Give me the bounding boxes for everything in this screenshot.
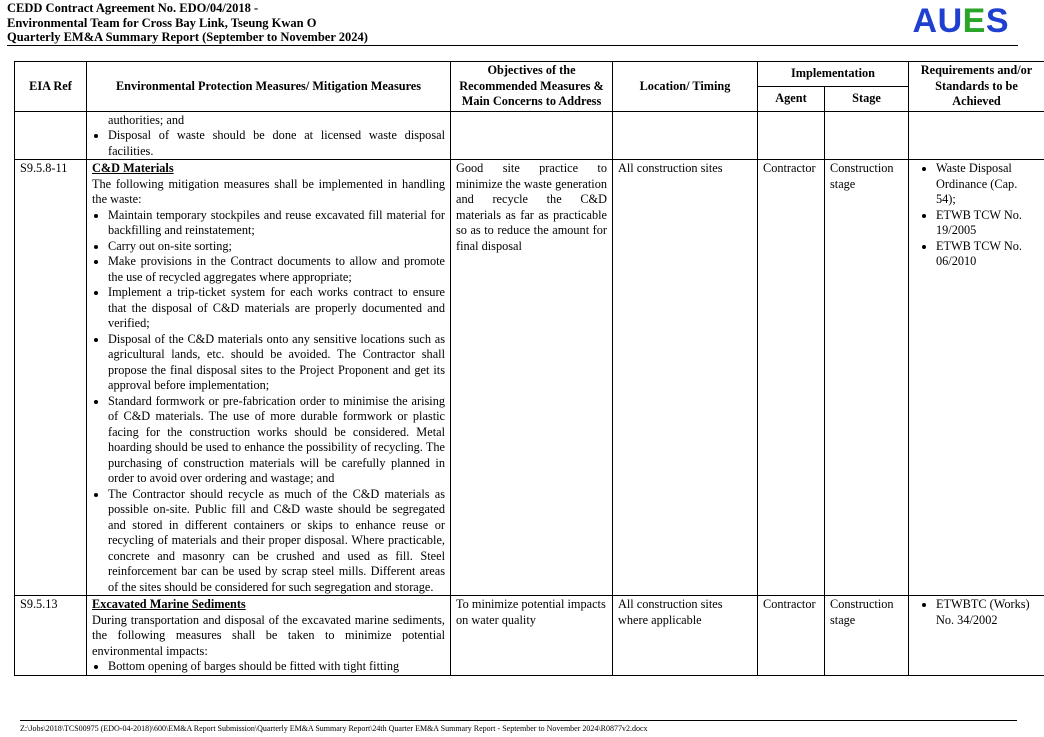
aues-logo — [913, 1, 1010, 41]
requirements-cell — [909, 160, 1044, 596]
col-header-eia-ref: EIA Ref — [15, 62, 87, 112]
measure-bullet: • Make provisions in the Contract documents to allow and promote the use of recycled aggregates where appropriate; — [108, 254, 445, 285]
measure-intro: authorities; and — [108, 112, 185, 127]
measure-bullet: • Bottom opening of barges should be fitted with tight fitting — [108, 659, 445, 675]
col-header-agent: Agent — [758, 86, 825, 111]
team-line: Environmental Team for Cross Bay Link, Tseung Kwan O — [7, 15, 317, 30]
stage-cell: Construction stage — [825, 160, 909, 596]
measure-title: Excavated Marine Sediments — [92, 597, 246, 611]
stage-cell — [825, 111, 909, 160]
agent-cell: Contractor — [758, 596, 825, 676]
measure-bullet: • Standard formwork or pre-fabrication order to minimise the arising of C&D materials. The use of more durable formwork or plastic facing for the construction works should be considered. Metal hoarding should be used to enhance the possibility of recycling. The purchasing of construction materials will be carefully planned in order to avoid over ordering and wastage; and — [108, 394, 445, 487]
table-row — [15, 160, 1044, 596]
eia-ref-cell: S9.5.8-11 — [15, 160, 87, 596]
eia-ref-cell — [15, 111, 87, 160]
table-header-row — [15, 62, 1044, 87]
table-row — [15, 596, 1044, 676]
measures-cell — [87, 111, 451, 160]
location-cell: All construction sites where applicable — [613, 596, 758, 676]
footer-divider — [20, 720, 1017, 721]
header-text — [7, 1, 1017, 45]
col-header-stage: Stage — [825, 86, 909, 111]
location-cell: All construction sites — [613, 160, 758, 596]
col-header-implementation: Implementation — [758, 62, 909, 87]
agent-cell — [758, 111, 825, 160]
measure-bullet: • Disposal of the C&D materials onto any sensitive locations such as agricultural lands, etc. should be avoided. The Contractor shall propose the final disposal sites to the Project Proponent and get its approval before implementation; — [108, 332, 445, 394]
measure-title: C&D Materials — [92, 161, 174, 175]
requirements-cell — [909, 596, 1044, 676]
col-header-requirements: Requirements and/or Standards to be Achieved — [909, 62, 1044, 112]
col-header-location: Location/ Timing — [613, 62, 758, 112]
logo-letter-e: E — [962, 2, 986, 40]
measures-cell — [87, 160, 451, 596]
col-header-objectives: Objectives of the Recommended Measures & Main Concerns to Address — [451, 62, 613, 112]
objectives-cell: To minimize potential impacts on water quality — [451, 596, 613, 676]
logo-letter-s: S — [985, 2, 1009, 40]
header-divider — [7, 45, 1018, 46]
measure-bullet: • Maintain temporary stockpiles and reuse excavated fill material for backfilling and reinstatement; — [108, 208, 445, 239]
measures-cell — [87, 596, 451, 676]
mitigation-measures-table — [14, 61, 1044, 676]
logo-letter-a: A — [912, 2, 938, 40]
measure-bullet: • Carry out on-site sorting; — [108, 239, 445, 255]
requirement-item: • ETWBTC (Works) No. 34/2002 — [936, 597, 1039, 628]
requirement-item: • Waste Disposal Ordinance (Cap. 54); — [936, 161, 1039, 208]
measure-intro: During transportation and disposal of the excavated marine sediments, the following measures shall be taken to minimize potential environmental impacts: — [92, 612, 445, 658]
stage-cell: Construction stage — [825, 596, 909, 676]
footer-file-path: Z:\Jobs\2018\TCS00975 (EDO-04-2018)\600\EM&A Report Submission\Quarterly EM&A Summary Report\24th Quarter EM&A Summary Report - September to November 2024\R0877v2.docx — [20, 724, 648, 733]
measure-intro: The following mitigation measures shall be implemented in handling the waste: — [92, 176, 445, 206]
location-cell — [613, 111, 758, 160]
measure-bullet: • Disposal of waste should be done at licensed waste disposal facilities. — [108, 128, 445, 159]
contract-line: CEDD Contract Agreement No. EDO/04/2018 - — [7, 1, 259, 15]
objectives-cell: Good site practice to minimize the waste generation and recycle the C&D materials as far as practicable so as to reduce the amount for final disposal — [451, 160, 613, 596]
eia-ref-cell: S9.5.13 — [15, 596, 87, 676]
requirement-item: • ETWB TCW No. 06/2010 — [936, 239, 1039, 270]
objectives-cell — [451, 111, 613, 160]
measure-bullet: • Implement a trip-ticket system for each works contract to ensure that the disposal of C&D materials are properly documented and verified; — [108, 285, 445, 332]
table-row — [15, 111, 1044, 160]
measure-bullet: • The Contractor should recycle as much of the C&D materials as possible on-site. Public fill and C&D waste should be segregated and stored in different containers or skips to enhance reuse or recycling of materials and their proper disposal. Where practicable, concrete and masonry can be crushed and used as fill. Steel reinforcement bar can be used by scrap steel mills. Different areas of the sites should be considered for such segregation and storage. — [108, 487, 445, 596]
requirements-cell — [909, 111, 1044, 160]
agent-cell: Contractor — [758, 160, 825, 596]
col-header-measures: Environmental Protection Measures/ Mitigation Measures — [87, 62, 451, 112]
logo-letter-u: U — [937, 2, 963, 40]
report-title-line: Quarterly EM&A Summary Report (September to November 2024) — [7, 30, 368, 44]
requirement-item: • ETWB TCW No. 19/2005 — [936, 208, 1039, 239]
page-header — [7, 1, 1017, 45]
